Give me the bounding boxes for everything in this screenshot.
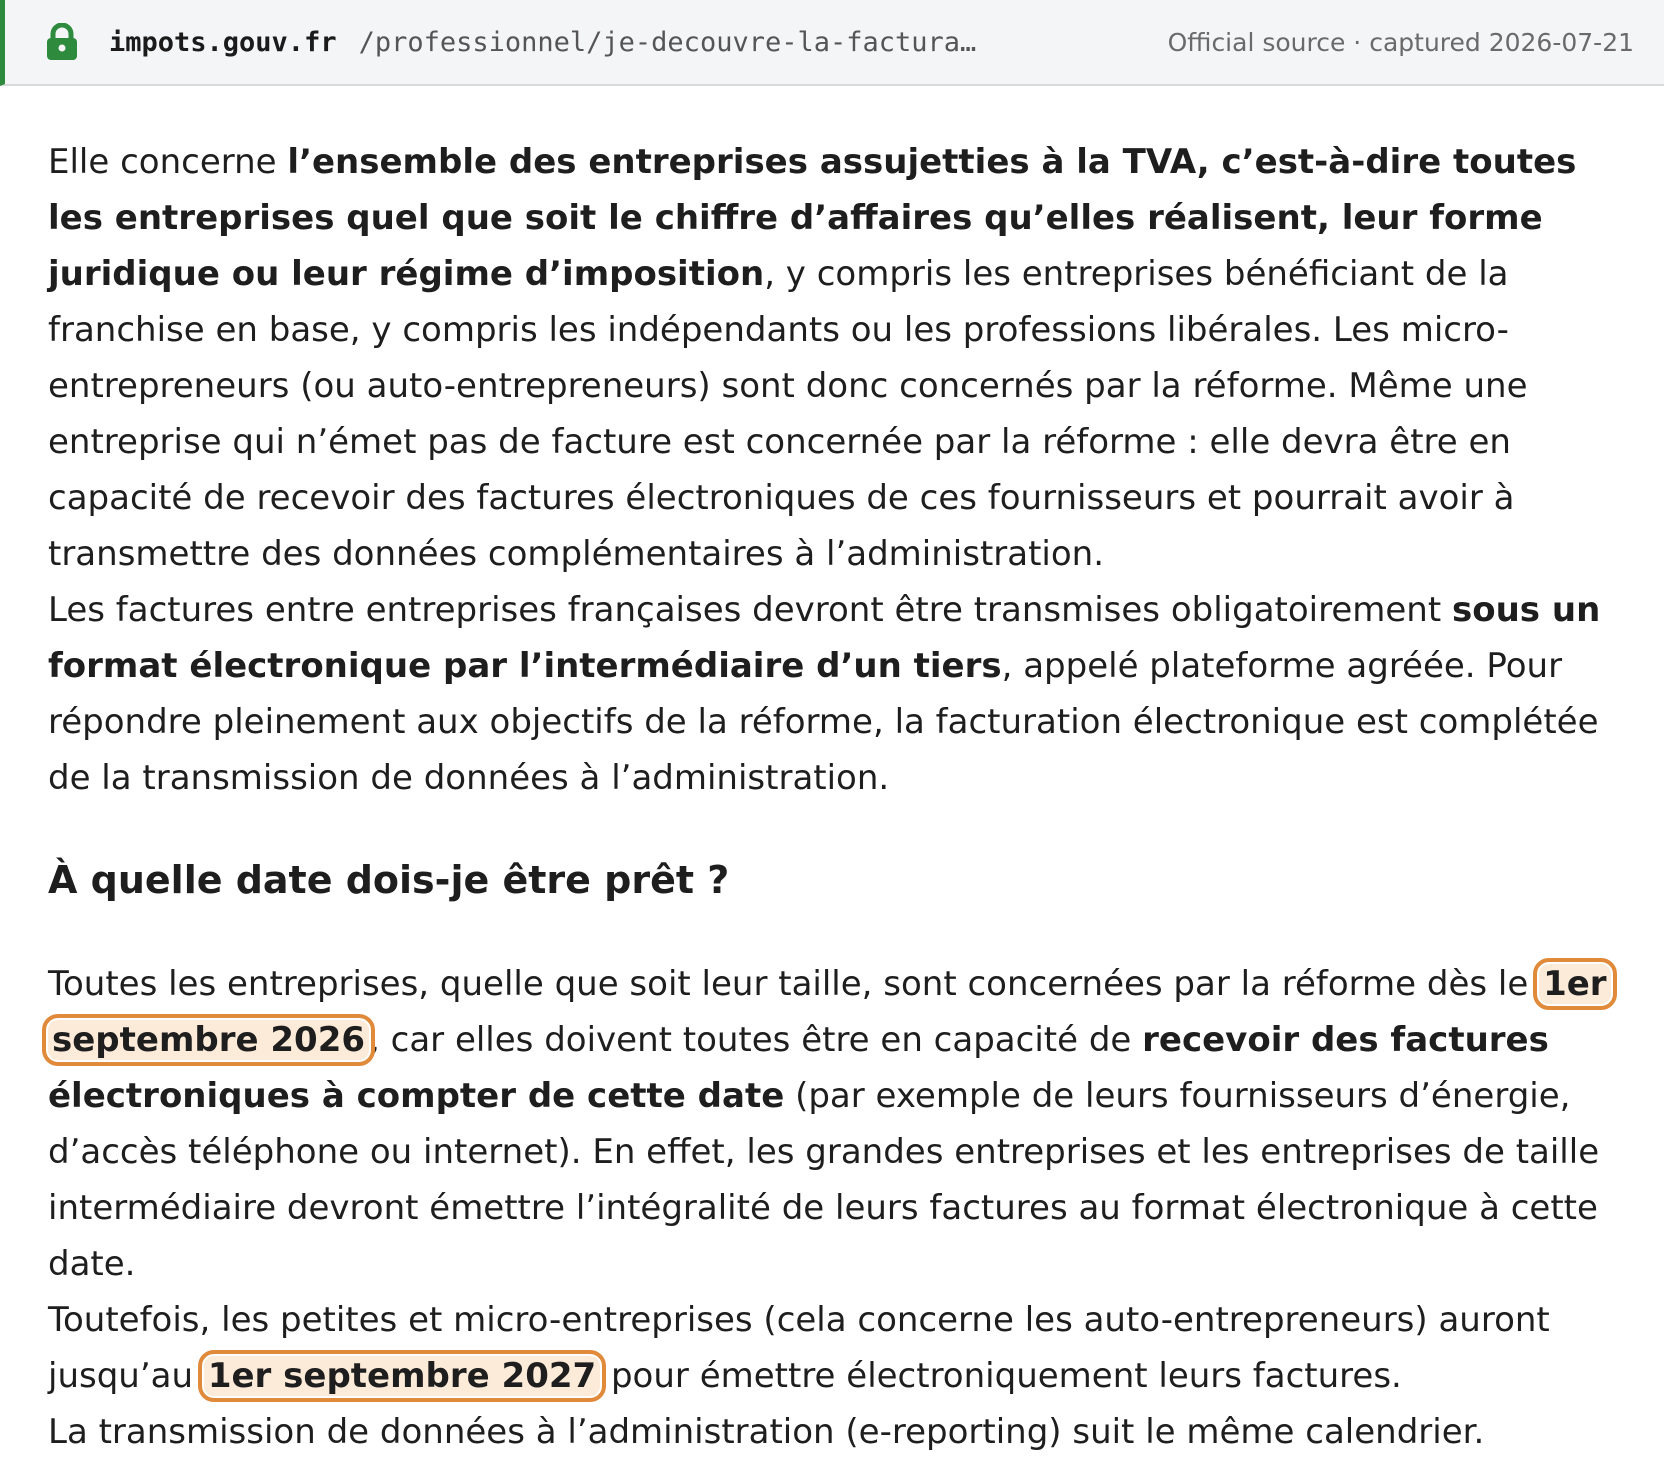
paragraph-scope: [48, 134, 1634, 582]
address-bar[interactable]: [0, 0, 1664, 86]
bold-text: l’ensemble des entreprises assujetties à la TVA, c’est-à-dire toutes les entreprises quel que soit le chiffre d’affaires qu’elles réalisent, leur forme juridique ou leur régime d’imposition: [48, 142, 1577, 294]
text: Toutes les entreprises, quelle que soit leur taille, sont concernées par la réforme dès le: [48, 964, 1540, 1004]
highlight-date-2026: 1er: [1539, 964, 1610, 1004]
text: Les factures entre entreprises françaises devront être transmises obligatoirement: [48, 590, 1452, 630]
highlight-date-2026-cont: septembre 2026: [48, 1020, 369, 1060]
text: , car elles doivent toutes être en capacité de: [369, 1020, 1143, 1060]
text: , y compris les entreprises bénéficiant de la franchise en base, y compris les indépendants ou les professions libérales. Les micro-entrepreneurs (ou auto-entrepreneurs) sont donc concernés par la réforme. Même une entreprise qui n’émet pas de facture est concernée par la réforme : elle devra être en capacité de recevoir des factures électroniques de ces fournisseurs et pourrait avoir à transmettre des données complémentaires à l’administration.: [48, 254, 1528, 574]
article-content: [0, 86, 1664, 1460]
paragraph-format: [48, 582, 1634, 806]
url-domain: impots.gouv.fr: [109, 26, 337, 58]
section-heading: À quelle date dois-je être prêt ?: [48, 858, 730, 902]
bold-text: sous un format électronique par l’intermédiaire d’un tiers: [48, 590, 1601, 686]
paragraph-ereporting: La transmission de données à l’administration (e-reporting) suit le même calendrier.: [48, 1412, 1485, 1452]
text: Toutefois, les petites et micro-entreprises (cela concerne les auto-entrepreneurs) auront jusqu’au: [48, 1300, 1550, 1396]
text: (par exemple de leurs fournisseurs d’énergie, d’accès téléphone ou internet). En effet, les grandes entreprises et les entreprises de taille intermédiaire devront émettre l’intégralité de leurs factures au format électronique à cette date.: [48, 1076, 1600, 1284]
highlight-date-2027: 1er septembre 2027: [204, 1356, 600, 1396]
lock-icon: [45, 23, 79, 61]
paragraph-dates: [48, 956, 1634, 1292]
bold-text: recevoir des factures électroniques à compter de cette date: [48, 1020, 1549, 1116]
text: pour émettre électroniquement leurs factures.: [600, 1356, 1402, 1396]
text: Elle concerne: [48, 142, 288, 182]
text: , appelé plateforme agréée. Pour répondre pleinement aux objectifs de la réforme, la facturation électronique est complétée de la transmission de données à l’administration.: [48, 646, 1599, 798]
paragraph-small-business: [48, 1292, 1634, 1404]
capture-info: Official source · captured 2026-07-21: [1167, 27, 1634, 57]
url-path: /professionnel/je-decouvre-la-factura…: [358, 26, 977, 58]
